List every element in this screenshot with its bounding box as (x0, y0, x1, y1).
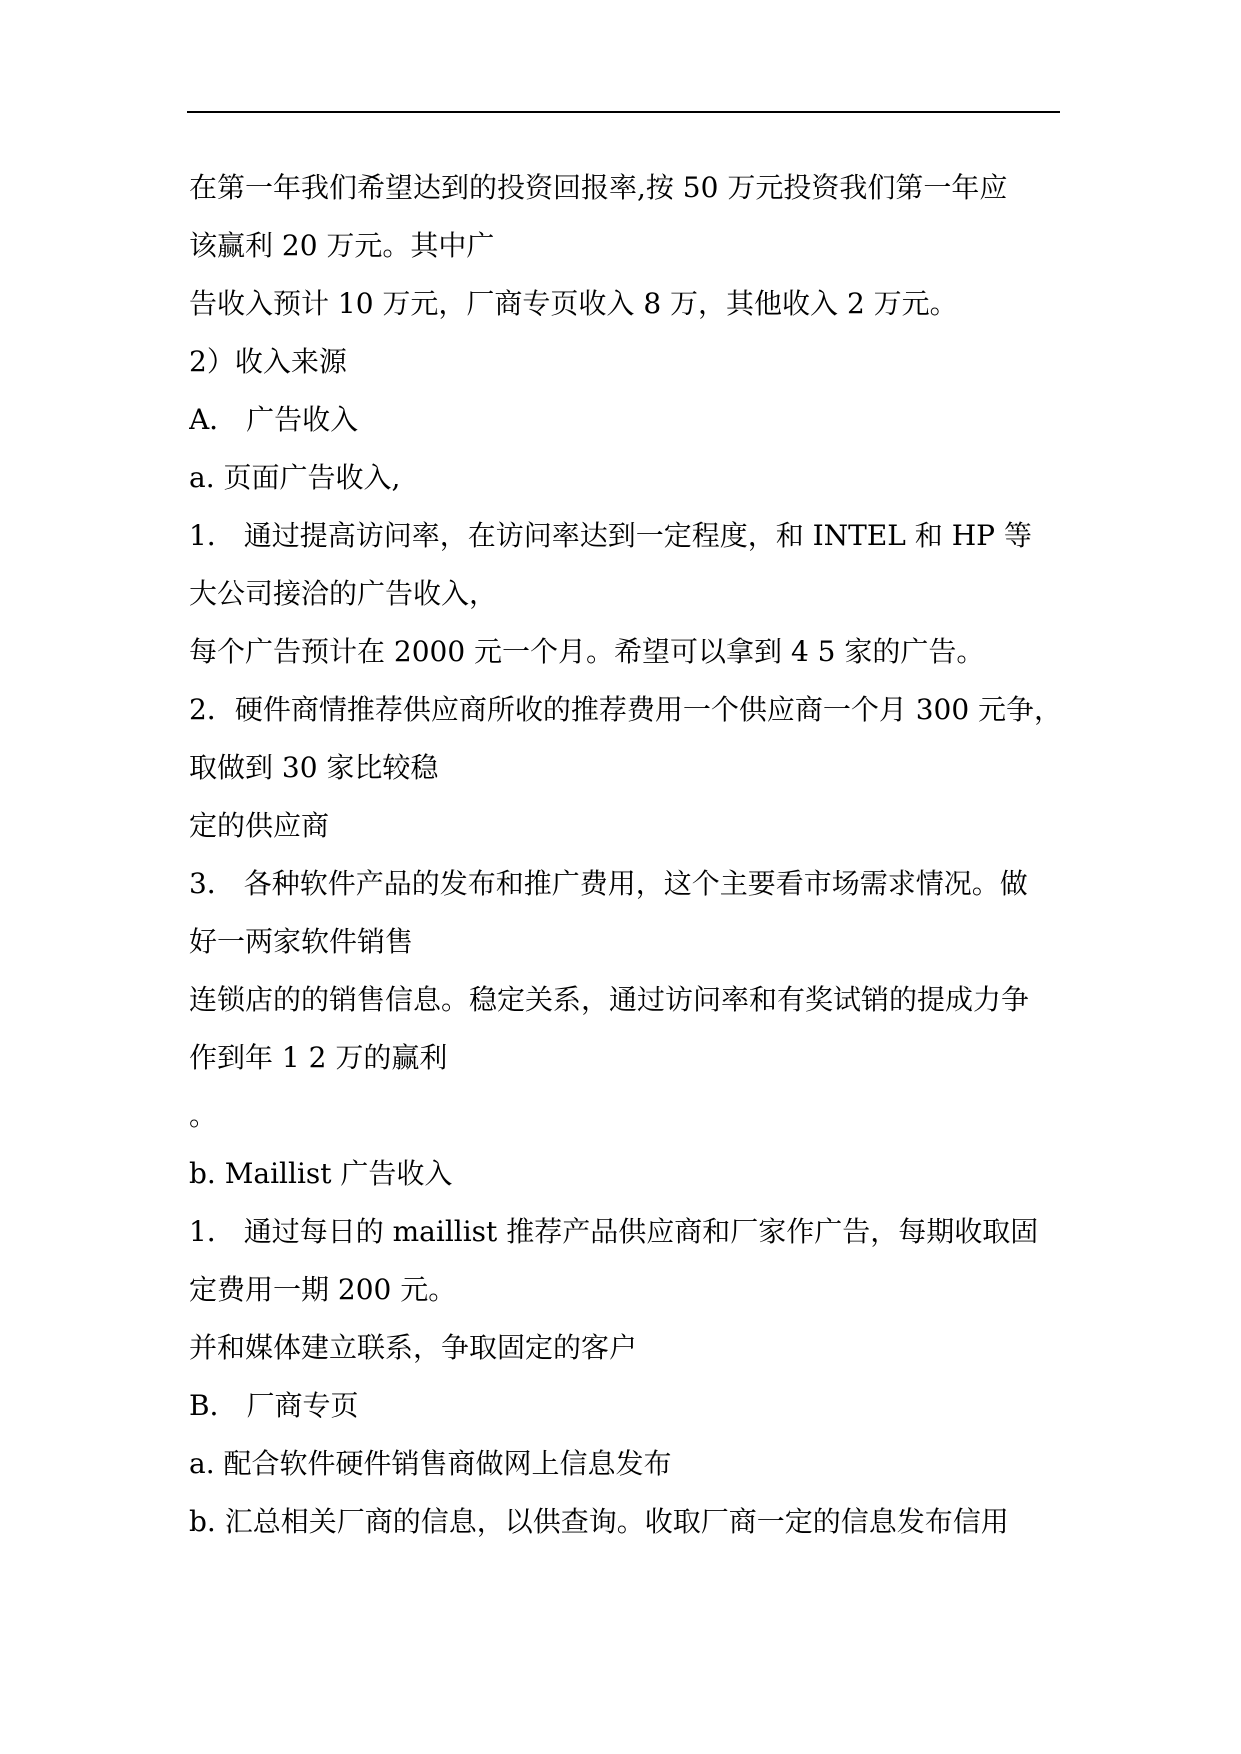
header-rule (187, 111, 1060, 113)
text-line: 。 (189, 1099, 218, 1132)
item-heading: b. Maillist 广告收入 (189, 1157, 453, 1190)
text-line: 2．硬件商情推荐供应商所收的推荐费用一个供应商一个月 300 元争， (189, 693, 1063, 726)
item-heading: a. 配合软件硬件销售商做网上信息发布 (189, 1447, 672, 1480)
text-line: 作到年 1 2 万的赢利 (189, 1041, 448, 1074)
text-line: 每个广告预计在 2000 元一个月。希望可以拿到 4 5 家的广告。 (189, 635, 985, 668)
document-body (189, 159, 1069, 1551)
text-line: 告收入预计 10 万元，厂商专页收入 8 万，其他收入 2 万元。 (189, 287, 958, 320)
text-line: 并和媒体建立联系，争取固定的客户 (189, 1331, 638, 1364)
text-line: 好一两家软件销售 (189, 925, 414, 958)
text-line: 连锁店的的销售信息。稳定关系，通过访问率和有奖试销的提成力争 (189, 983, 1030, 1016)
text-line: 定费用一期 200 元。 (189, 1273, 457, 1306)
item-heading: b. 汇总相关厂商的信息，以供查询。收取厂商一定的信息发布信用 (189, 1505, 1009, 1538)
text-line: 在第一年我们希望达到的投资回报率,按 50 万元投资我们第一年应 (189, 171, 1008, 204)
item-heading: a. 页面广告收入, (189, 461, 401, 494)
text-line: 该赢利 20 万元。其中广 (189, 229, 495, 262)
section-heading: 2）收入来源 (189, 345, 347, 378)
text-line: 1． 通过提高访问率，在访问率达到一定程度，和 INTEL 和 HP 等 (189, 519, 1032, 552)
subsection-heading: A． 广告收入 (189, 403, 359, 436)
text-line: 1． 通过每日的 maillist 推荐产品供应商和厂家作广告，每期收取固 (189, 1215, 1039, 1248)
text-line: 3． 各种软件产品的发布和推广费用，这个主要看市场需求情况。做 (189, 867, 1028, 900)
text-line: 定的供应商 (189, 809, 330, 842)
text-line: 大公司接洽的广告收入， (189, 577, 498, 610)
text-line: 取做到 30 家比较稳 (189, 751, 439, 784)
subsection-heading: B． 厂商专页 (189, 1389, 359, 1422)
